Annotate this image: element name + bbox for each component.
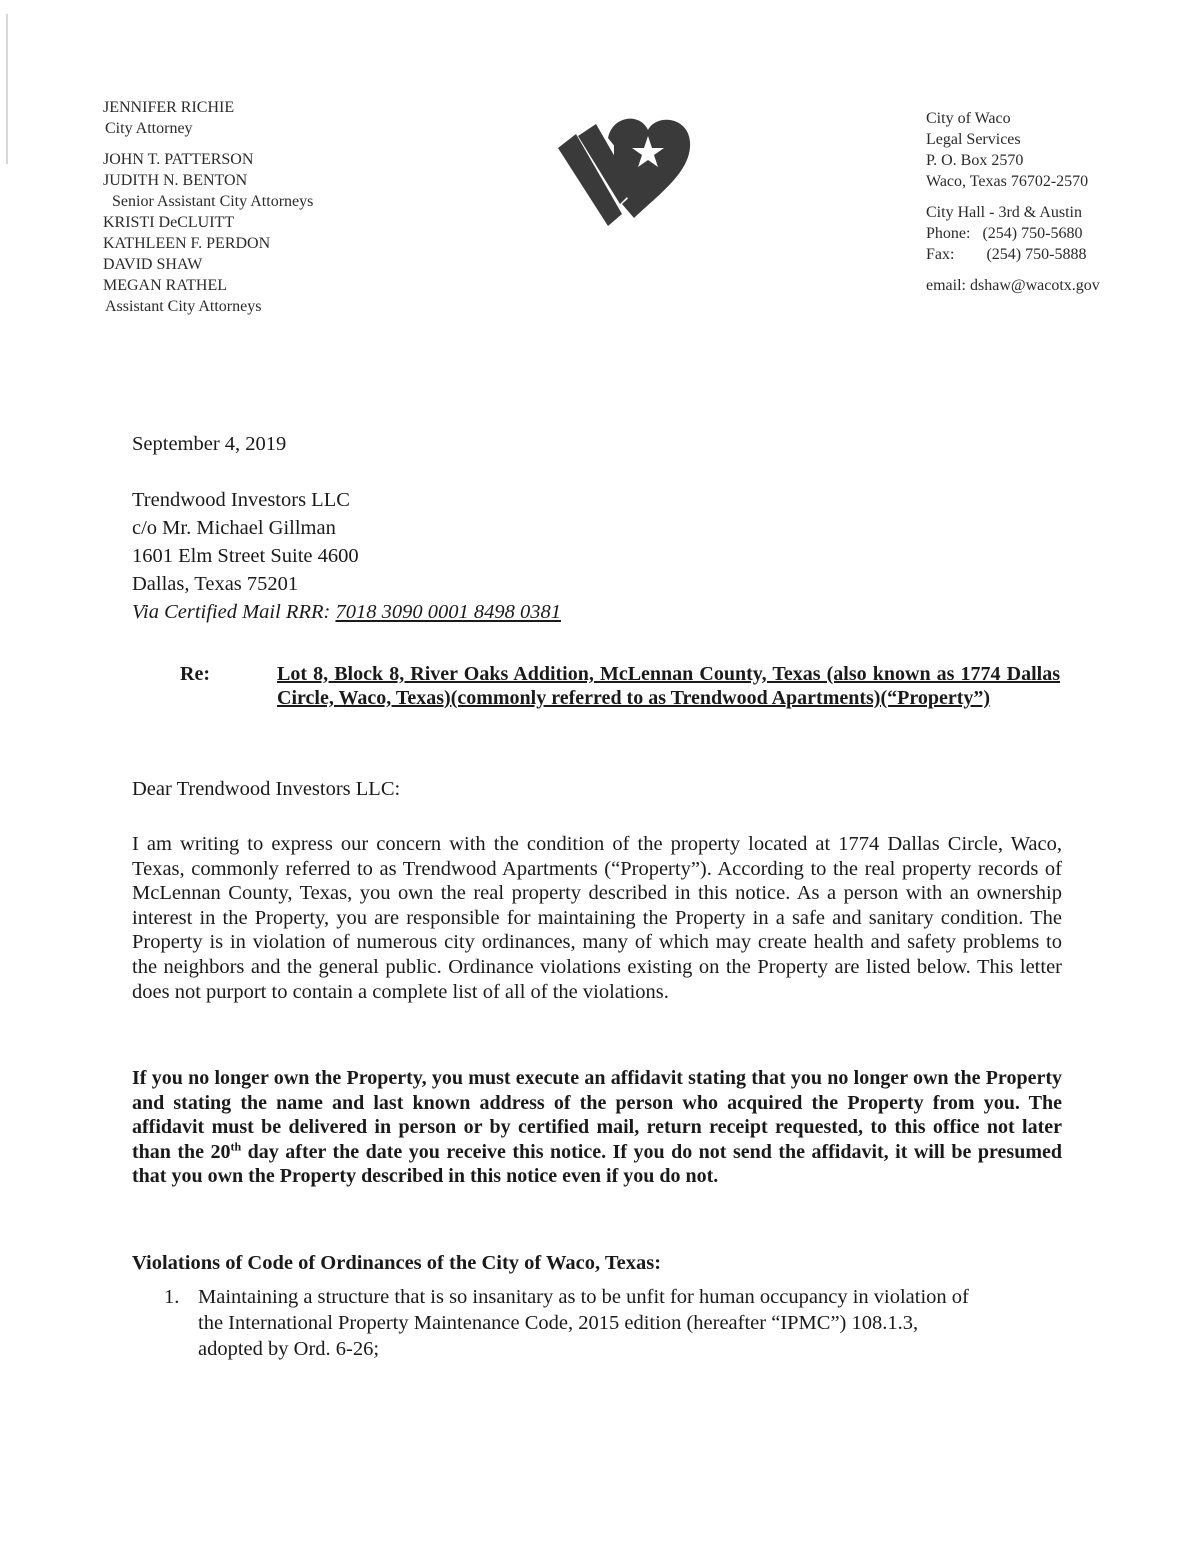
senior-attorney-name: JOHN T. PATTERSON — [103, 151, 254, 168]
senior-attorney-title: Senior Assistant City Attorneys — [112, 193, 314, 210]
delivery-prefix: Via Certified Mail RRR: — [132, 601, 336, 623]
affidavit-notice — [132, 1066, 1062, 1189]
recipient-street: 1601 Elm Street Suite 4600 — [132, 545, 359, 567]
office-fax — [926, 244, 1100, 265]
recipient-address — [132, 486, 1062, 626]
office-contact — [926, 108, 1100, 296]
office-dept: Legal Services — [926, 131, 1021, 148]
assistant-attorney-name: KATHLEEN F. PERDON — [103, 235, 271, 252]
recipient-attn: c/o Mr. Michael Gillman — [132, 517, 336, 539]
phone-number: (254) 750-5680 — [982, 225, 1083, 242]
body-paragraph: I am writing to express our concern with the condition of the property located at 1774 Dallas Circle, Waco, Texas, commonly referred to as Trendwood Apartments (“Property”). According to the real property records of McLennan County, Texas, you own the real property described in this notice. As a person with an ownership interest in the Property, you are responsible for maintaining the Property in a safe and sanitary condition. The Property is in violation of numerous city ordinances, many of which may create health and safety problems to the neighbors and the general public. Ordinance violations existing on the Property are listed below. This letter does not purport to contain a complete list of all of the violations. — [132, 833, 1062, 1003]
fax-number: (254) 750-5888 — [986, 246, 1087, 263]
city-attorney-title: City Attorney — [105, 120, 193, 137]
fax-label: Fax: — [926, 246, 955, 263]
attorney-list — [103, 97, 313, 317]
violation-text: Maintaining a structure that is so insanitary as to be unfit for human occupancy in violation of the International Property Maintenance Code, 2015 edition (hereafter “IPMC”) 108.1.3, adopted by Ord. 6-26; — [198, 1286, 969, 1360]
affidavit-notice-part-2: day after the date you receive this notice. If you do not send the affidavit, it will be presumed that you own the Property described in this notice even if you do not. — [132, 1140, 1062, 1187]
violations-heading: Violations of Code of Ordinances of the City of Waco, Texas: — [132, 1252, 662, 1274]
office-phone — [926, 223, 1100, 244]
phone-label: Phone: — [926, 225, 971, 242]
delivery-method — [132, 598, 1062, 626]
office-name: City of Waco — [926, 110, 1011, 127]
re-subject: Lot 8, Block 8, River Oaks Addition, McLennan County, Texas (also known as 1774 Dallas Circle, Waco, Texas)(commonly referred to as Trendwood Apartments)(“Property”) — [277, 663, 1060, 709]
salutation: Dear Trendwood Investors LLC: — [132, 778, 401, 800]
tracking-number: 7018 3090 0001 8498 0381 — [335, 601, 561, 623]
assistant-attorney-title: Assistant City Attorneys — [105, 298, 262, 315]
scan-edge-mark — [6, 14, 8, 164]
letter-date: September 4, 2019 — [132, 433, 287, 455]
assistant-attorney-name: KRISTI DeCLUITT — [103, 214, 235, 231]
city-of-waco-logo-icon — [556, 108, 696, 230]
violation-number: 1. — [164, 1286, 180, 1308]
assistant-attorney-name: MEGAN RATHEL — [103, 277, 227, 294]
city-attorney-name: JENNIFER RICHIE — [103, 99, 235, 116]
affidavit-notice-part-1: If you no longer own the Property, you must execute an affidavit stating that you no longer own the Property and stating the name and last known address of the person who acquired the Property from you. The affidavit must be delivered in person or by certified mail, return receipt requested, to this office not later than the 20 — [132, 1067, 1062, 1163]
office-hall: City Hall - 3rd & Austin — [926, 204, 1082, 221]
recipient-name: Trendwood Investors LLC — [132, 489, 350, 511]
senior-attorney-name: JUDITH N. BENTON — [103, 172, 248, 189]
office-city: Waco, Texas 76702-2570 — [926, 173, 1089, 190]
ordinal-suffix: th — [230, 1138, 242, 1153]
office-po-box: P. O. Box 2570 — [926, 152, 1024, 169]
assistant-attorney-name: DAVID SHAW — [103, 256, 203, 273]
recipient-city: Dallas, Texas 75201 — [132, 573, 299, 595]
re-label: Re: — [180, 663, 210, 685]
office-email: email: dshaw@wacotx.gov — [926, 277, 1100, 294]
